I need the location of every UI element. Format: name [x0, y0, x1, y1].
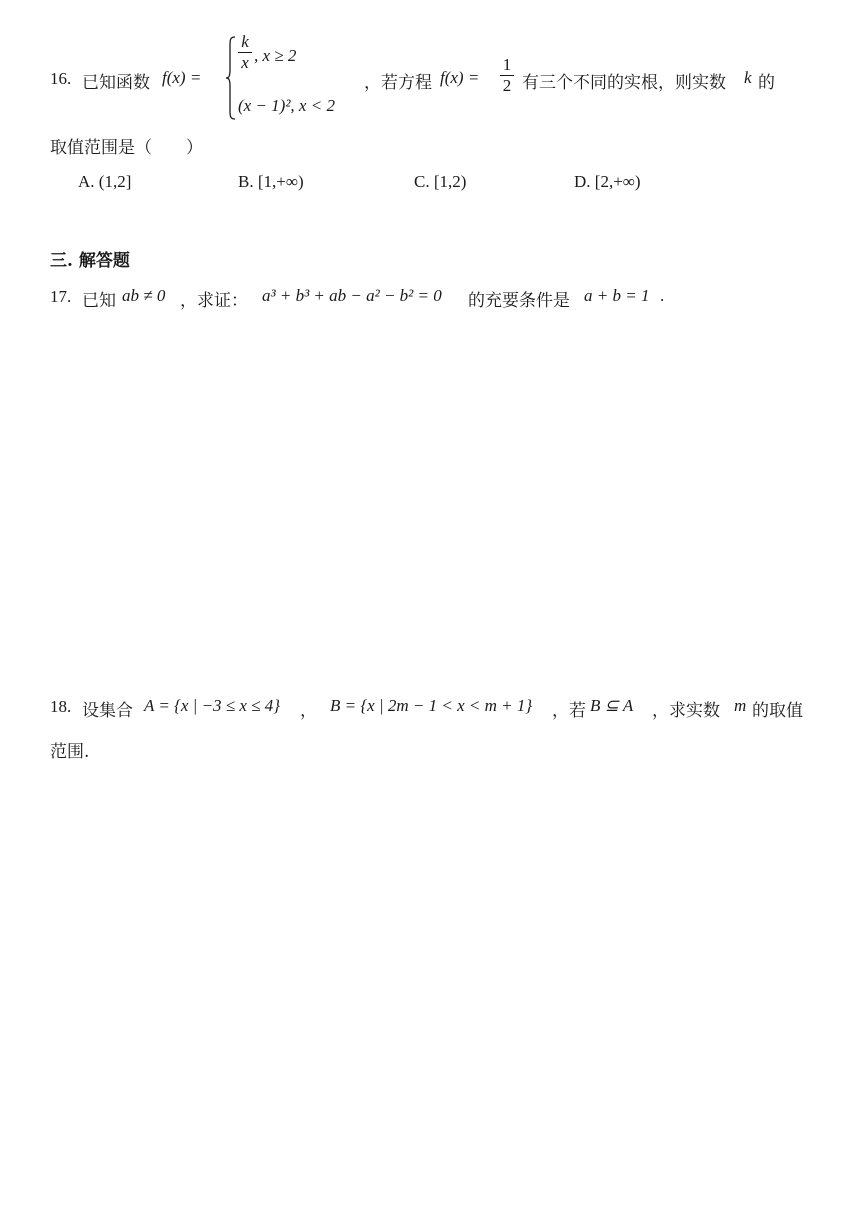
q16-half-fraction: [500, 56, 514, 95]
q18-subset-relation: B ⊆ A: [590, 696, 634, 715]
q17-condition-ab: ab ≠ 0: [122, 286, 166, 305]
q18-line2: 范围.: [50, 742, 90, 762]
q18-variable-m: m: [734, 696, 747, 715]
q18-set-b: B = {x | 2m − 1 < x < m + 1}: [330, 696, 533, 715]
q16-equation-lhs: f(x) =: [440, 68, 480, 87]
q16-tail-text: 有三个不同的实根，则实数: [522, 73, 726, 93]
q17-condition-sum: a + b = 1: [584, 286, 650, 305]
q17-text-a: 已知: [82, 291, 116, 311]
q16-line2: 取值范围是（ ）: [50, 138, 203, 158]
q17-text-b: ，求证：: [180, 291, 248, 311]
q16-option-c: C. [1,2): [414, 172, 467, 191]
q18-separator-1: ，: [300, 701, 317, 721]
q16-tail2-text: 的: [758, 73, 775, 93]
q16-case1-condition: , x ≥ 2: [254, 46, 297, 65]
q16-option-d: D. [2,+∞): [574, 172, 641, 191]
q16-case1-numerator: k: [241, 32, 249, 51]
q16-number: 16.: [50, 69, 72, 88]
q16-option-a: A. (1,2]: [78, 172, 132, 191]
q18-text-b: ，求实数: [652, 701, 720, 721]
q16-function-name: f(x) =: [162, 68, 202, 87]
q18-text-a: 设集合: [82, 701, 133, 721]
q17-main-expression: a³ + b³ + ab − a² − b² = 0: [262, 286, 442, 305]
q16-variable-k: k: [744, 68, 752, 87]
q18-number: 18.: [50, 697, 72, 716]
q17-number: 17.: [50, 287, 72, 306]
q16-case1-denominator: x: [241, 53, 249, 72]
left-brace-icon: [226, 36, 236, 120]
q16-half-denominator: 2: [502, 76, 512, 95]
q18-set-a: A = {x | −3 ≤ x ≤ 4}: [144, 696, 281, 715]
q16-half-numerator: 1: [502, 55, 512, 74]
q16-lead-text: 已知函数: [82, 73, 150, 93]
q17-text-c: 的充要条件是: [468, 291, 570, 311]
q16-case1-fraction: [238, 33, 252, 72]
section-title: 三. 解答题: [50, 251, 130, 271]
q16-case2-expression: (x − 1)², x < 2: [238, 96, 335, 115]
q17-text-d: .: [660, 286, 665, 305]
q16-option-b: B. [1,+∞): [238, 172, 304, 191]
q16-mid-text: ，若方程: [364, 73, 432, 93]
q18-separator-2: ，若: [552, 701, 586, 721]
q18-text-c: 的取值: [752, 701, 803, 721]
